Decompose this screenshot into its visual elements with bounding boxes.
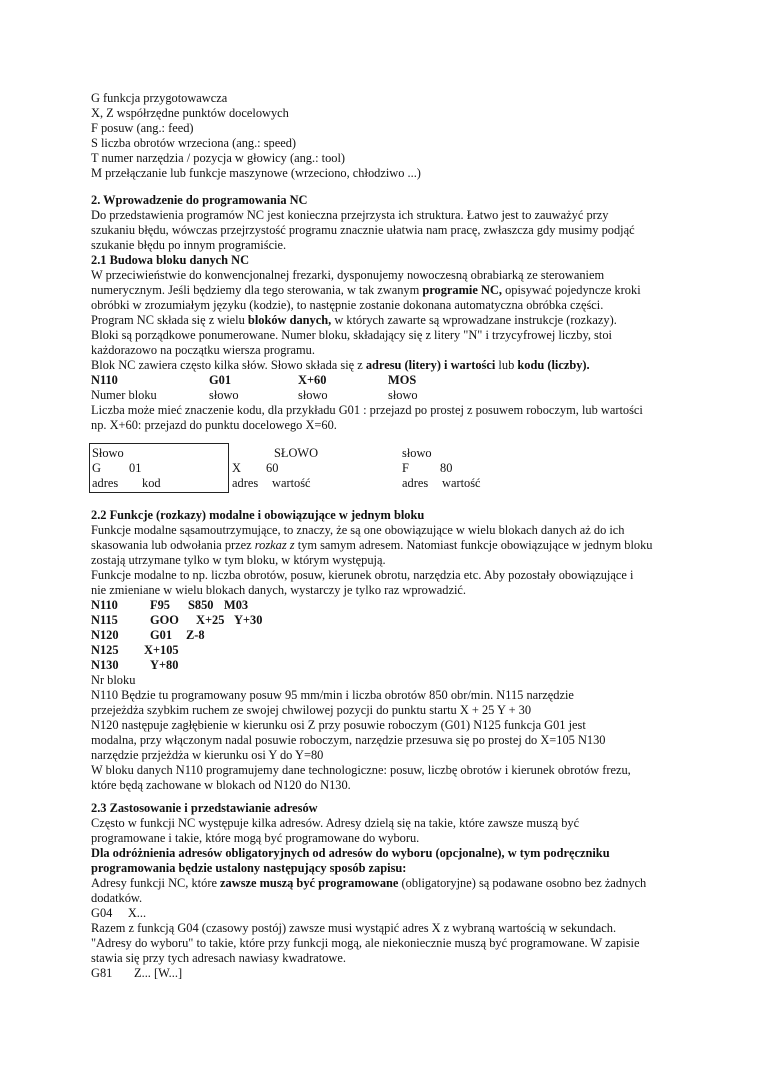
block-number: N110 [91, 598, 118, 612]
program-word: G01 [150, 628, 173, 642]
bold-term: zawsze muszą być programowane [220, 876, 399, 890]
bold-paragraph-line: programowania będzie ustalony następujący sposób zapisu: [91, 861, 407, 875]
paragraph-line [91, 313, 691, 328]
paragraph-line: Często w funkcji NC występuje kilka adresów. Adresy dzielą się na takie, które zawsze muszą być [91, 816, 580, 830]
table-cell: 60 [266, 461, 279, 475]
paragraph-line: programowane i takie, które mogą być programowane do wyboru. [91, 831, 420, 845]
paragraph-line: Funkcje modalne to np. liczba obrotów, posuw, kierunek obrotu, narzędzia etc. Aby pozostały obowiązujące i [91, 568, 634, 582]
table-cell: G [92, 461, 101, 475]
section-heading: 2.2 Funkcje (rozkazy) modalne i obowiązujące w jednym bloku [91, 508, 425, 522]
paragraph-line: przejeżdża szybkim ruchem ze swojej chwilowej pozycji do punktu startu X + 25 Y + 30 [91, 703, 532, 717]
program-description [91, 673, 691, 793]
section-2-2 [91, 508, 691, 598]
text-run: (obligatoryjne) są podawane osobno bez żadnych [398, 876, 647, 890]
example-explanation [91, 403, 691, 433]
paragraph-line: które będą zachowane w blokach od N120 do N130. [91, 778, 351, 792]
paragraph-line: "Adresy do wyboru" to takie, które przy funkcji mogą, ale niekoniecznie muszą być programowane. W zapisie [91, 936, 640, 950]
program-word: Y+30 [234, 613, 263, 627]
section-2-1 [91, 253, 691, 373]
table-cell: adres [92, 476, 119, 490]
bold-term: kodu (liczby). [517, 358, 590, 372]
paragraph-line: modalna, przy włączonym nadal posuwie roboczym, narzędzie przesuwa się po prostej do X=105 N130 [91, 733, 606, 747]
text-run: opisywać pojedyncze kroki [501, 283, 641, 297]
bold-term: adresu (litery) i wartości [365, 358, 496, 372]
table-cell: adres [402, 476, 429, 490]
example-block-codes [91, 373, 691, 388]
legend-line: F posuw (ang.: feed) [91, 121, 194, 135]
example-code: MOS [388, 373, 417, 387]
paragraph-line [91, 538, 691, 553]
paragraph-line: każdorazowo na początku wiersza programu. [91, 343, 315, 357]
paragraph-line: zostają utrzymane tylko w tym bloku, w którym występują. [91, 553, 386, 567]
program-word: M03 [224, 598, 249, 612]
example-code: N110 [91, 373, 118, 387]
block-number: N125 [91, 643, 119, 657]
paragraph-line: Liczba może mieć znaczenie kodu, dla przykładu G01 : przejazd po prostej z posuwem roboczym, lub wartości [91, 403, 643, 417]
example-label: słowo [209, 388, 239, 402]
text-run: lub [495, 358, 518, 372]
code-example: G04 X... [91, 906, 147, 920]
example-label: Numer bloku [91, 388, 157, 402]
paragraph-line: szukaniu błędu, wówczas przejrzystość programu znacznie ułatwia nam pracę, zwłaszcza gdy musimy podjąć [91, 223, 635, 237]
bold-paragraph-line: Dla odróżnienia adresów obligatoryjnych od adresów do wyboru (opcjonalne), w tym podręczniku [91, 846, 610, 860]
section-heading: 2.3 Zastosowanie i przedstawianie adresów [91, 801, 318, 815]
paragraph-line: Funkcje modalne sąsamoutrzymujące, to znaczy, że są one obowiązujące w wielu blokach danych aż do ich [91, 523, 625, 537]
text-run: Adresy funkcji NC, które [91, 876, 221, 890]
table-cell: 80 [440, 461, 453, 475]
paragraph-line [91, 358, 691, 373]
program-word: F95 [150, 598, 170, 612]
program-word: GOO [150, 613, 179, 627]
italic-term: rozkaz z [254, 538, 295, 552]
text-run: skasowania lub odwołania przez [91, 538, 255, 552]
example-label: słowo [388, 388, 418, 402]
example-code: G01 [209, 373, 232, 387]
table-cell: wartość [272, 476, 311, 490]
section-heading: 2. Wprowadzenie do programowania NC [91, 193, 308, 207]
block-number: N115 [91, 613, 118, 627]
table-cell: kod [142, 476, 161, 490]
legend-line: X, Z współrzędne punktów docelowych [91, 106, 289, 120]
section-heading: 2.1 Budowa bloku danych NC [91, 253, 250, 267]
section-2-3 [91, 801, 691, 981]
example-label: słowo [298, 388, 328, 402]
paragraph-line [91, 283, 691, 298]
example-code: X+60 [298, 373, 327, 387]
text-run: tym samym adresem. Natomiast funkcje obowiązujące w jednym bloku [294, 538, 653, 552]
bold-term: programie NC, [422, 283, 502, 297]
section-2 [91, 193, 691, 253]
paragraph-line: Nr bloku [91, 673, 136, 687]
legend-line: G funkcja przygotowawcza [91, 91, 228, 105]
text-run: Program NC składa się z wielu [91, 313, 248, 327]
paragraph-line: Do przedstawienia programów NC jest konieczna przejrzysta ich struktura. Łatwo jest to zauważyć przy [91, 208, 609, 222]
block-number: N120 [91, 628, 119, 642]
paragraph-line: Razem z funkcją G04 (czasowy postój) zawsze musi wystąpić adres X z wybraną wartością w sekundach. [91, 921, 617, 935]
paragraph-line: stawia się przy tych adresach nawiasy kwadratowe. [91, 951, 346, 965]
paragraph-line: np. X+60: przejazd do punktu docelowego X=60. [91, 418, 337, 432]
paragraph-line: N120 następuje zagłębienie w kierunku osi Z przy posuwie roboczym (G01) N125 funkcja G01 jest [91, 718, 586, 732]
program-word: S850 [188, 598, 214, 612]
table-cell: adres [232, 476, 259, 490]
program-word: X+105 [144, 643, 179, 657]
table-cell: 01 [129, 461, 142, 475]
bold-term: bloków danych, [247, 313, 332, 327]
paragraph-line: N110 Będzie tu programowany posuw 95 mm/min i liczba obrotów 850 obr/min. N115 narzędzie [91, 688, 574, 702]
program-word: X+25 [196, 613, 225, 627]
table-cell: X [232, 461, 241, 475]
program-word: Z-8 [186, 628, 205, 642]
block-number: N130 [91, 658, 119, 672]
legend-line: S liczba obrotów wrzeciona (ang.: speed) [91, 136, 297, 150]
legend-line: T numer narzędzia / pozycja w głowicy (ang.: tool) [91, 151, 346, 165]
paragraph-line: obróbki w zrozumiałym języku (kodzie), to następnie zostanie dokonana automatyczna obróbka części. [91, 298, 604, 312]
paragraph-line: nie zmieniane w wielu blokach danych, wystarczy je tylko raz wprowadzić. [91, 583, 467, 597]
table-cell: wartość [442, 476, 481, 490]
text-run: Blok NC zawiera często kilka słów. Słowo składa się z [91, 358, 366, 372]
legend-line: M przełączanie lub funkcje maszynowe (wrzeciono, chłodziwo ...) [91, 166, 421, 180]
paragraph-line: narzędzie przjeżdża w kierunku osi Y do Y=80 [91, 748, 324, 762]
address-legend [91, 91, 691, 181]
text-run: w których zawarte są wprowadzane instrukcje (rozkazy). [331, 313, 617, 327]
text-run: numerycznym. Jeśli będziemy dla tego sterowania, w tak zwanym [91, 283, 423, 297]
table-header: SŁOWO [274, 446, 319, 460]
code-example: G81 Z... [W...] [91, 966, 183, 980]
table-header: słowo [402, 446, 432, 460]
example-block-labels [91, 388, 691, 403]
table-cell: F [402, 461, 409, 475]
paragraph-line: Bloki są porządkowe ponumerowane. Numer bloku, składający się z litery "N" i trzycyfrowej liczby, stoi [91, 328, 612, 342]
paragraph-line: szukanie błędu po innym programiście. [91, 238, 287, 252]
table-header: Słowo [92, 446, 124, 460]
paragraph-line: dodatków. [91, 891, 143, 905]
program-word: Y+80 [150, 658, 179, 672]
paragraph-line [91, 876, 691, 891]
paragraph-line: W bloku danych N110 programujemy dane technologiczne: posuw, liczbę obrotów i kierunek obrotów frezu, [91, 763, 631, 777]
paragraph-line: W przeciwieństwie do konwencjonalnej frezarki, dysponujemy nowoczesną obrabiarką ze sterowaniem [91, 268, 605, 282]
